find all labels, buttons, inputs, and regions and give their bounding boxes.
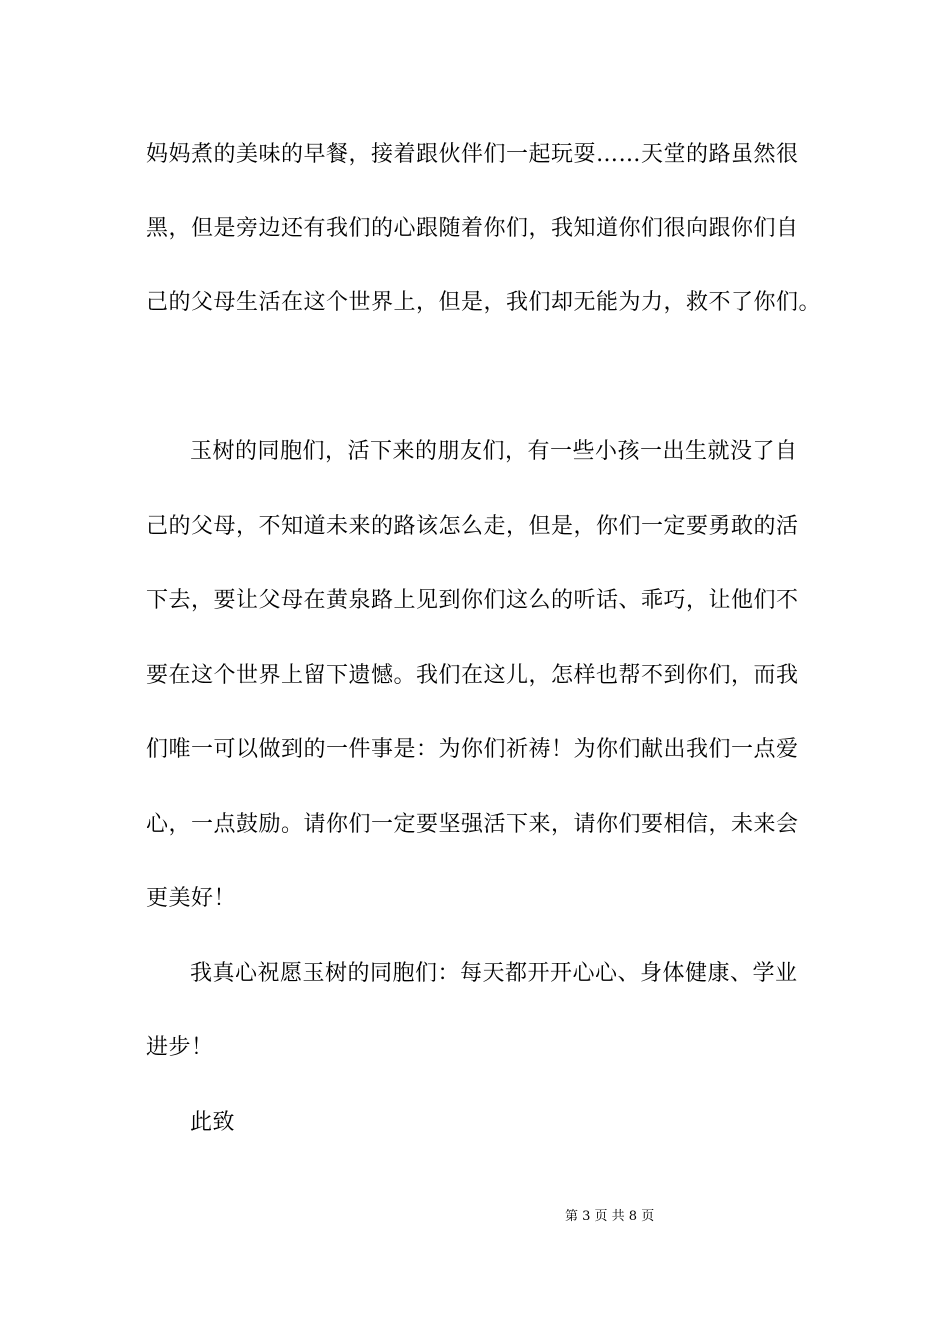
text-line: 下去，要让父母在黄泉路上见到你们这么的听话、乖巧，让他们不 [146,588,799,613]
text-line: 己的父母生活在这个世界上，但是，我们却无能为力，救不了你们。 [146,290,822,315]
page-number-footer: 第 3 页 共 8 页 [565,1209,655,1224]
text-line: 要在这个世界上留下遗憾。我们在这儿，怎样也帮不到你们，而我 [146,663,799,688]
text-line: 己的父母，不知道未来的路该怎么走，但是，你们一定要勇敢的活 [146,514,799,539]
text-line: 更美好！ [146,886,237,911]
text-line: 进步！ [146,1035,214,1060]
text-line: 黑，但是旁边还有我们的心跟随着你们，我知道你们很向跟你们自 [146,216,799,241]
text-line: 此致 [190,1110,236,1135]
text-line: 们唯一可以做到的一件事是：为你们祈祷！为你们献出我们一点爱 [146,737,799,762]
text-line: 心，一点鼓励。请你们一定要坚强活下来，请你们要相信，未来会 [146,812,799,837]
text-line: 我真心祝愿玉树的同胞们：每天都开开心心、身体健康、学业 [190,961,798,986]
text-line: 妈妈煮的美味的早餐，接着跟伙伴们一起玩耍……天堂的路虽然很 [146,142,799,167]
text-line: 玉树的同胞们，活下来的朋友们，有一些小孩一出生就没了自 [190,439,798,464]
